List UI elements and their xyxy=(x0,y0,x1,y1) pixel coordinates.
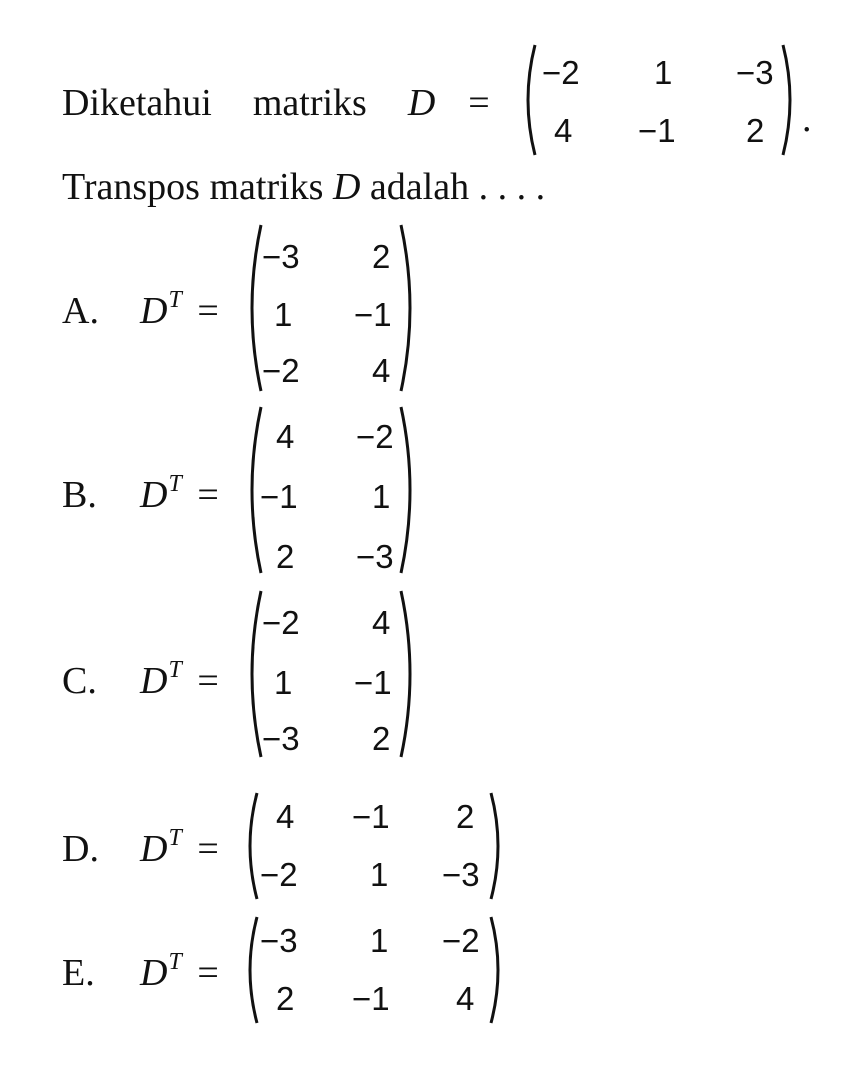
right-paren-icon xyxy=(488,790,508,902)
matrix-cell: 1 xyxy=(372,478,391,515)
matrix-cell: −1 xyxy=(352,798,390,835)
matrix-cell: −2 xyxy=(442,922,480,959)
option-lhs: $D^T$ = xyxy=(140,657,219,702)
left-paren-icon xyxy=(240,222,264,394)
matrix-D-cell: 4 xyxy=(554,112,573,149)
matrix-cell: −2 xyxy=(262,352,300,389)
right-paren-icon xyxy=(398,222,422,394)
matrix-cell: 4 xyxy=(372,604,391,641)
question-word-matriks: matriks xyxy=(252,82,367,124)
option-c[interactable] xyxy=(62,588,482,760)
left-paren-icon xyxy=(518,42,538,158)
matrix-cell: −3 xyxy=(260,922,298,959)
matrix-cell: 4 xyxy=(276,418,295,455)
matrix-cell: 1 xyxy=(274,664,293,701)
matrix-cell: 2 xyxy=(456,798,475,835)
matrix-cell: −1 xyxy=(352,980,390,1017)
matrix-cell: −3 xyxy=(262,720,300,757)
option-letter: A. xyxy=(62,290,99,332)
matrix-cell: −1 xyxy=(354,296,392,333)
matrix-D-cell: −1 xyxy=(638,112,676,149)
option-a[interactable] xyxy=(62,222,482,394)
matrix-cell: −2 xyxy=(356,418,394,455)
matrix-cell: −3 xyxy=(442,856,480,893)
question-var: D xyxy=(332,166,361,208)
right-paren-icon xyxy=(398,588,422,760)
matrix-D-cell: 2 xyxy=(746,112,765,149)
matrix-cell: −2 xyxy=(262,604,300,641)
question-transpos-text: Transpos matriks xyxy=(62,166,324,208)
option-lhs: $D^T$ = xyxy=(140,471,219,516)
matrix-cell: −3 xyxy=(262,238,300,275)
matrix-cell: −2 xyxy=(260,856,298,893)
period: . xyxy=(802,98,812,140)
left-paren-icon xyxy=(240,588,264,760)
matrix-cell: 4 xyxy=(456,980,475,1017)
question-suffix: adalah . . . . xyxy=(369,166,546,208)
matrix-cell: 2 xyxy=(276,538,295,575)
matrix-cell: 2 xyxy=(372,720,391,757)
matrix-name: D xyxy=(407,82,436,124)
option-lhs: $D^T$ = xyxy=(140,825,219,870)
matrix-cell: 1 xyxy=(274,296,293,333)
matrix-cell: −1 xyxy=(354,664,392,701)
option-lhs: $D^T$ = xyxy=(140,949,219,994)
option-letter: C. xyxy=(62,660,97,702)
matrix-cell: −3 xyxy=(356,538,394,575)
option-letter: B. xyxy=(62,474,97,516)
right-paren-icon xyxy=(780,42,800,158)
left-paren-icon xyxy=(240,914,260,1026)
option-lhs: $D^T$ = xyxy=(140,287,219,332)
option-e[interactable] xyxy=(62,914,522,1026)
matrix-D-cell: −2 xyxy=(542,54,580,91)
matrix-cell: 2 xyxy=(372,238,391,275)
option-b[interactable] xyxy=(62,404,482,576)
question-word-diketahui: Diketahui xyxy=(62,82,212,124)
option-d[interactable] xyxy=(62,790,522,902)
question-line-1 xyxy=(62,84,490,122)
matrix-cell: 1 xyxy=(370,856,389,893)
matrix-cell: 4 xyxy=(276,798,295,835)
matrix-cell: 1 xyxy=(370,922,389,959)
question-line-2 xyxy=(62,168,545,206)
option-letter: D. xyxy=(62,828,99,870)
matrix-D xyxy=(518,42,818,158)
matrix-D-cell: 1 xyxy=(654,54,673,91)
right-paren-icon xyxy=(488,914,508,1026)
equals-sign: = xyxy=(468,82,490,124)
right-paren-icon xyxy=(398,404,422,576)
matrix-cell: −1 xyxy=(260,478,298,515)
left-paren-icon xyxy=(240,790,260,902)
option-letter: E. xyxy=(62,952,95,994)
matrix-cell: 4 xyxy=(372,352,391,389)
matrix-cell: 2 xyxy=(276,980,295,1017)
matrix-D-cell: −3 xyxy=(736,54,774,91)
